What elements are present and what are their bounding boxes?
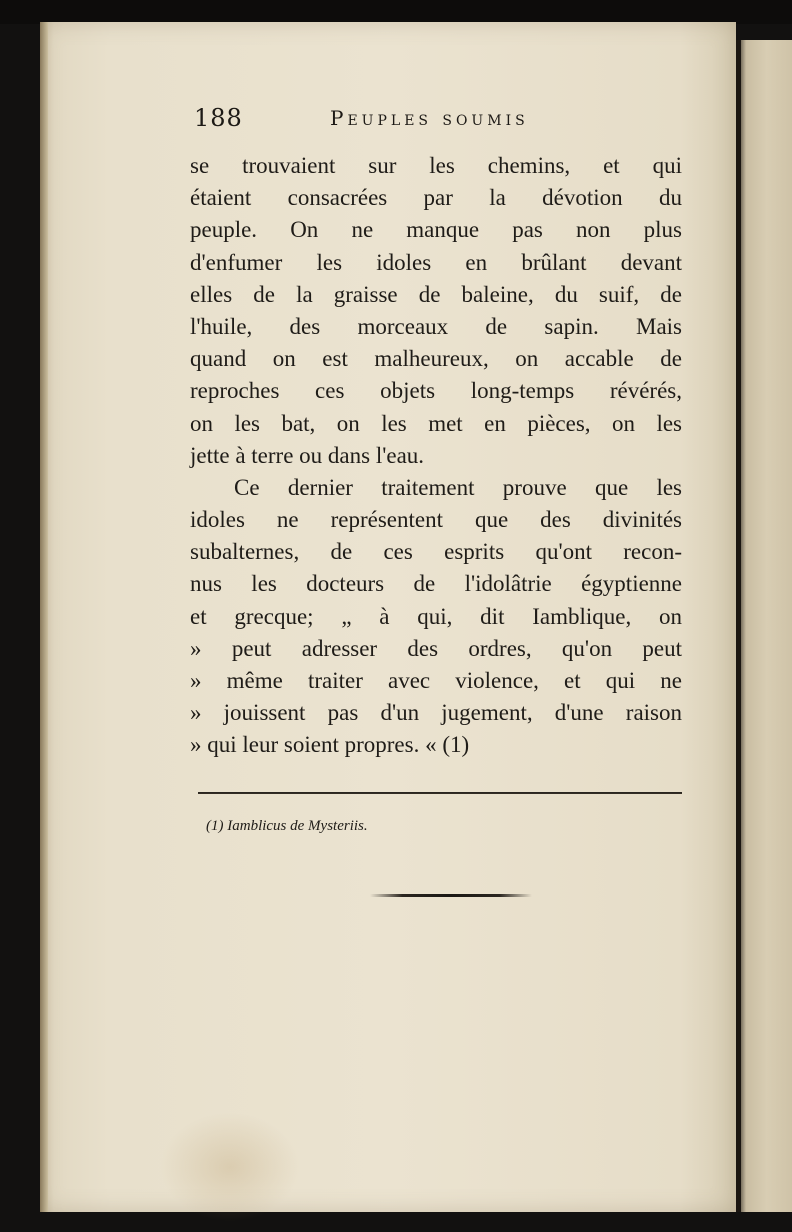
running-head	[194, 104, 674, 138]
running-title: Peuples soumis	[330, 106, 529, 130]
text-line: nus les docteurs de l'idolâtrie égyptienne	[190, 571, 682, 597]
text-line: se trouvaient sur les chemins, et qui	[190, 153, 682, 178]
text-line: idoles ne représentent que des divinités	[190, 507, 682, 533]
text-line: étaient consacrées par la dévotion du	[190, 185, 682, 211]
end-ornament-rule	[370, 894, 532, 897]
text-line: d'enfumer les idoles en brûlant devant	[190, 249, 682, 275]
text-line: l'huile, des morceaux de sapin. Mais	[190, 313, 682, 339]
text-line: elles de la graisse de baleine, du suif, de	[190, 281, 682, 307]
text-line: peuple. On ne manque pas non plus	[190, 217, 682, 243]
page-binding-edge	[40, 22, 48, 1212]
body-text	[190, 150, 682, 762]
text-line: quand on est malheureux, on accable de	[190, 346, 682, 372]
text-line: subalternes, de ces esprits qu'ont recon-	[190, 539, 682, 565]
text-line: » qui leur soient propres. « (1)	[190, 732, 470, 758]
text-line: jette à terre ou dans l'eau.	[190, 442, 425, 468]
paper-stain	[160, 1112, 300, 1222]
scan-background	[0, 0, 792, 24]
text-line: » même traiter avec violence, et qui ne	[190, 668, 682, 693]
text-line: on les bat, on les met en pièces, on les	[190, 410, 682, 436]
page-number: 188	[194, 104, 243, 132]
facing-page-edge	[736, 40, 792, 1212]
text-line: » peut adresser des ordres, qu'on peut	[190, 635, 682, 661]
text-line: Ce dernier traitement prouve que les	[234, 474, 682, 500]
footnote: (1) Iamblicus de Mysteriis.	[206, 818, 368, 834]
text-line: » jouissent pas d'un jugement, d'une raison	[190, 700, 682, 726]
text-line: reproches ces objets long-temps révérés,	[190, 378, 682, 404]
text-line: et grecque; „ à qui, dit Iamblique, on	[190, 603, 682, 629]
footnote-rule	[198, 792, 682, 794]
